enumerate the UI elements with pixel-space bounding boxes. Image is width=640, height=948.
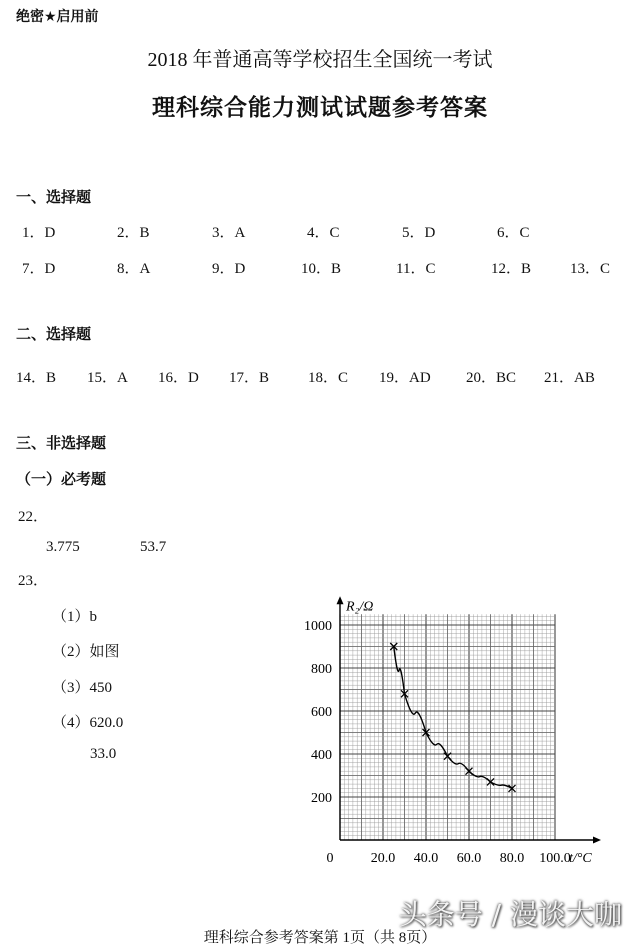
answer-item: 3．A [212,225,246,241]
exam-title: 2018 年普通高等学校招生全国统一考试 [147,49,493,71]
x-tick-label: 100.0 [539,851,571,866]
y-tick-label: 200 [311,791,332,806]
section-3-title: 三、非选择题 [16,434,107,452]
y-tick-label: 400 [311,748,332,763]
question-23-answer-3: （3）450 [52,680,113,696]
question-23-answer-2: （2）如图 [52,644,120,660]
y-tick-label: 800 [311,662,332,677]
answer-item: 7．D [22,261,56,277]
question-23-answer-5: 33.0 [90,746,117,762]
x-tick-label: 80.0 [499,851,525,866]
confidential-label: 绝密★启用前 [16,9,99,25]
page-footer: 理科综合参考答案第 1页（共 8页） [203,930,437,946]
answer-item: 19．AD [379,370,431,386]
question-23-answer-4: （4）620.0 [52,715,124,731]
x-axis-arrow [593,837,601,844]
document-title: 理科综合能力测试试题参考答案 [152,95,488,121]
question-23-answer-1: （1）b [52,609,98,625]
answer-item: 18．C [308,370,349,386]
question-22-number: 22． [18,509,49,525]
x-tick-label: 60.0 [456,851,482,866]
answer-item: 2．B [117,225,150,241]
answer-item: 13．C [570,261,611,277]
answer-item: 17．B [229,370,270,386]
section-1-title: 一、选择题 [16,188,92,206]
resistance-temperature-chart [290,590,620,880]
answer-item: 21．AB [544,370,595,386]
y-tick-label: 600 [311,705,332,720]
x-axis-label: t/°C [569,851,592,866]
question-22-answer-1: 3.775 [46,539,80,555]
y-axis-label: R₂/Ω [346,599,374,615]
y-tick-label: 1000 [304,619,332,634]
answer-item: 5．D [402,225,436,241]
x-tick-label: 20.0 [370,851,396,866]
answer-item: 10．B [301,261,342,277]
question-23-number: 23． [18,573,49,589]
answer-item: 6．C [497,225,530,241]
answer-item: 14．B [16,370,57,386]
answer-item: 1．D [22,225,56,241]
watermark: 头条号 / 漫谈大咖 [398,898,622,931]
section-2-title: 二、选择题 [16,325,92,343]
answer-item: 11．C [396,261,436,277]
x-tick-label: 40.0 [413,851,439,866]
answer-item: 16．D [158,370,199,386]
answer-item: 12．B [491,261,532,277]
section-3-subtitle: （一）必考题 [16,470,107,488]
answer-item: 9．D [212,261,246,277]
y-axis-arrow [337,596,344,604]
answer-item: 8．A [117,261,151,277]
question-22-answer-2: 53.7 [140,539,167,555]
answer-item: 4．C [307,225,340,241]
x-tick-label: 0 [326,851,334,866]
answer-item: 15．A [87,370,128,386]
answer-item: 20．BC [466,370,517,386]
